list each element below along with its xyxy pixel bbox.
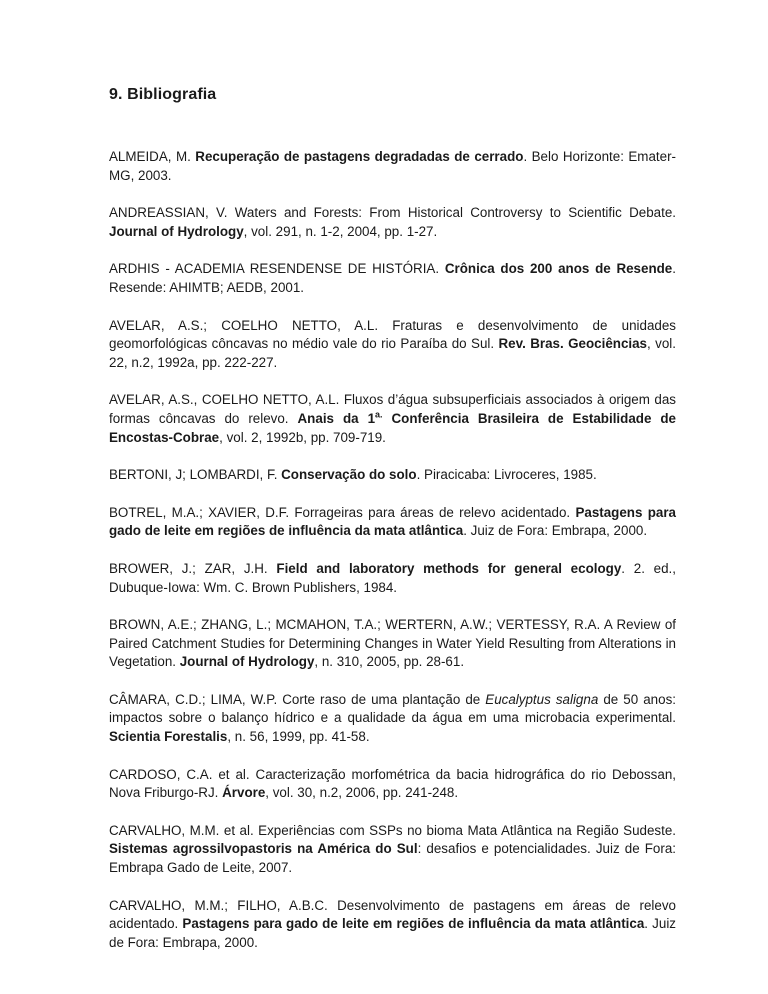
entry-text: CARDOSO, C.A. et al. Caracterização morfométrica da bacia hidrográfica do rio Debossan, Nova Friburgo-RJ. [109,766,676,801]
entry-text: , vol. 22, n.2, 1992a, pp. 222-227. [109,336,676,370]
entry-title-text: Pastagens para gado de leite em regiões de influência da mata atlântica [182,916,645,932]
entry-title-text: Anais da 1 [297,410,376,426]
section-heading: 9. Bibliografia [109,86,217,103]
bibliography-entry [109,691,676,747]
entry-text: BROWN, A.E.; ZHANG, L.; MCMAHON, T.A.; WERTERN, A.W.; VERTESSY, R.A. A Review of Paired Catchment Studies for Determining Changes in Water Yield Resulting from Alterations in Vegetation. [109,617,676,670]
entry-text: . Belo Horizonte: Emater-MG, 2003. [109,149,676,183]
bibliography-entry [109,260,676,297]
entry-title-text: Rev. Bras. Geociências [498,336,648,352]
entry-text: BROWER, J.; ZAR, J.H. [109,560,277,576]
entry-title-text: Árvore [222,785,266,801]
bibliography-entry [109,317,676,373]
entry-text: ALMEIDA, M. [109,149,196,164]
entry-title-text: Sistemas agrossilvopastoris na América do Sul [109,841,418,857]
bibliography-entry [109,466,676,485]
entry-text: ARDHIS - ACADEMIA RESENDENSE DE HISTÓRIA. [109,261,445,277]
entry-text: CARVALHO, M.M. et al. Experiências com SSPs no bioma Mata Atlântica na Região Sudeste. [109,822,676,838]
bibliography-entry [109,148,676,185]
entry-title-text: Crônica dos 200 anos de Resende [444,261,673,277]
entry-text: ANDREASSIAN, V. Waters and Forests: From Historical Controversy to Scientific Debate. [109,205,676,221]
entry-text: , vol. 2, 1992b, pp. 709-719. [219,429,386,445]
entry-title-text: Conservação do solo [281,467,417,483]
entry-text: : desafios e potencialidades. Juiz de Fora: Embrapa Gado de Leite, 2007. [109,841,676,876]
entry-text: , vol. 291, n. 1-2, 2004, pp. 1-27. [243,223,438,239]
entry-text: . Piracicaba: Livroceres, 1985. [416,467,597,483]
entry-text: CÂMARA, C.D.; LIMA, W.P. Corte raso de uma plantação de [109,691,486,707]
entry-text: a. [375,409,383,420]
entry-text: . Resende: AHIMTB; AEDB, 2001. [109,261,676,295]
entry-title-text: Conferência Brasileira de Estabilidade de Encostas-Cobrae [109,410,676,445]
entry-title-text: Journal of Hydrology [109,223,244,239]
bibliography-entry [109,504,676,541]
entry-title-text: Pastagens para gado de leite em regiões de influência da mata atlântica [109,504,676,539]
entry-title-text: Scientia Forestalis [109,729,228,745]
entry-title-text: Recuperação de pastagens degradadas de cerrado [195,149,524,164]
entry-text: , n. 310, 2005, pp. 28-61. [314,654,465,670]
entry-title-text: Journal of Hydrology [179,654,315,670]
entry-text: , vol. 30, n.2, 2006, pp. 241-248. [265,785,459,801]
bibliography-entry [109,897,676,953]
bibliography-list [109,148,676,971]
entry-text: , n. 56, 1999, pp. 41-58. [227,729,370,745]
entry-text: BERTONI, J; LOMBARDI, F. [109,467,282,483]
entry-text: CARVALHO, M.M.; FILHO, A.B.C. Desenvolvimento de pastagens em áreas de relevo acidentado. [109,897,676,932]
entry-text: AVELAR, A.S.; COELHO NETTO, A.L. Fraturas e desenvolvimento de unidades geomorfológicas côncavas no médio vale do rio Paraíba do Sul. [109,317,676,352]
entry-title-text: Field and laboratory methods for general ecology [276,560,622,576]
bibliography-entry [109,616,676,672]
entry-text: BOTREL, M.A.; XAVIER, D.F. Forrageiras para áreas de relevo acidentado. [109,504,576,520]
bibliography-entry [109,822,676,878]
entry-italic-text: Eucalyptus saligna [485,691,599,707]
entry-text: de 50 anos: impactos sobre o balanço hídrico e a qualidade da água em uma microbacia experimental. [109,691,676,726]
entry-text: . Juiz de Fora: Embrapa, 2000. [463,523,648,539]
entry-text: . 2. ed., Dubuque-Iowa: Wm. C. Brown Publishers, 1984. [109,560,676,595]
bibliography-entry [109,204,676,241]
bibliography-entry [109,766,676,803]
entry-text: . Juiz de Fora: Embrapa, 2000. [109,916,676,950]
entry-text: AVELAR, A.S., COELHO NETTO, A.L. Fluxos d’água subsuperficiais associados à origem das formas côncavas do relevo. [109,392,676,426]
bibliography-entry [109,560,676,597]
bibliography-entry [109,391,676,447]
